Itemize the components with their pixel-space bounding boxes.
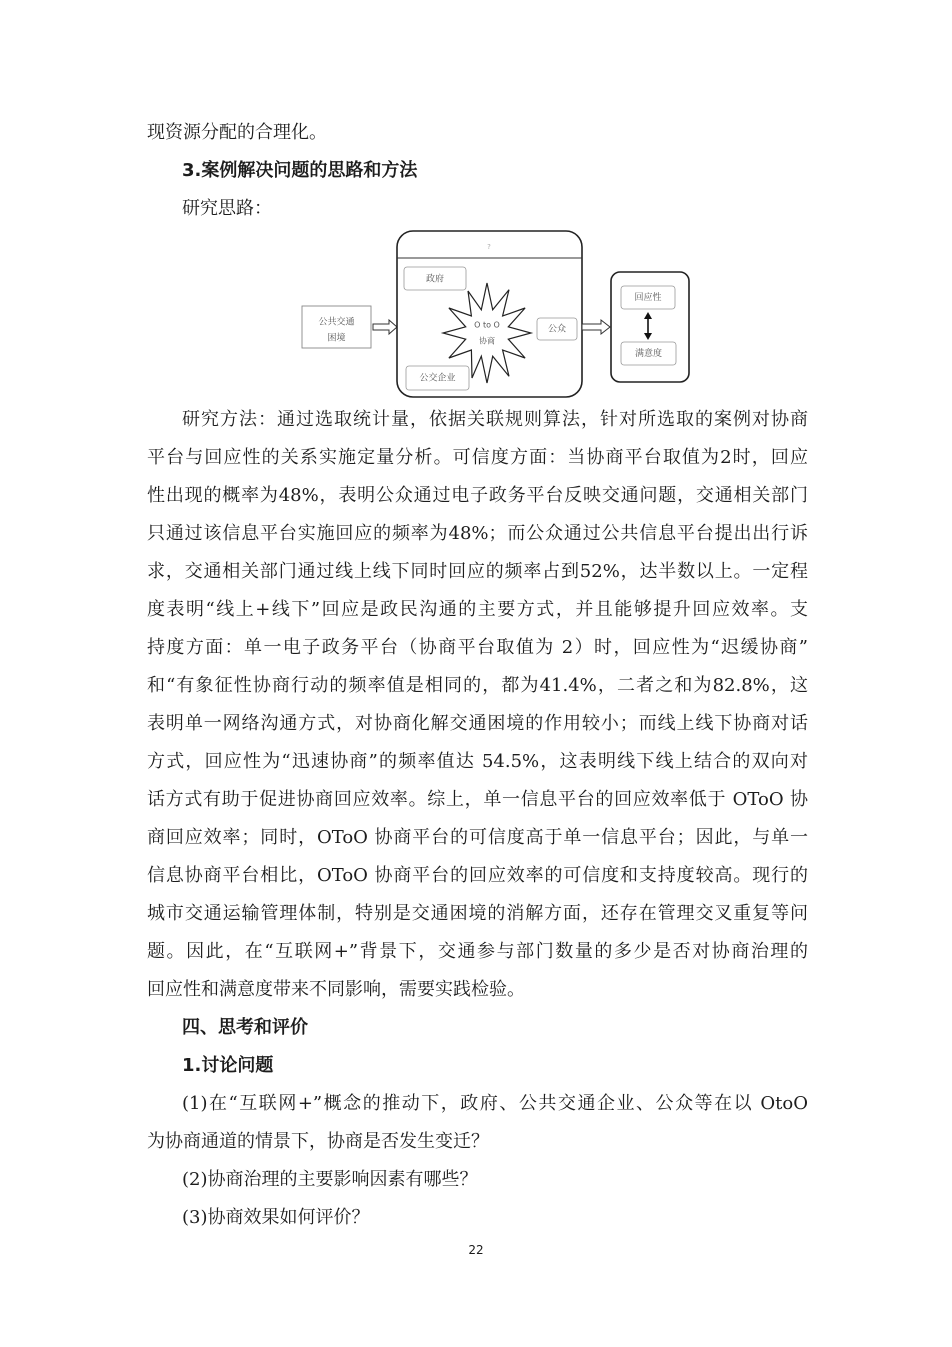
paragraph-line: 平台与回应性的关系实施定量分析。可信度方面：当协商平台取值为2时，回应 xyxy=(147,447,808,468)
top-section xyxy=(147,114,808,228)
paragraph-line: 只通过该信息平台实施回应的频率为48%；而公众通过公共信息平台提出出行诉 xyxy=(147,523,808,544)
research-method-paragraph xyxy=(147,401,808,1009)
hollow-arrow-icon xyxy=(373,320,397,334)
public-label: 公众 xyxy=(547,324,567,335)
paragraph-line: 持度方面：单一电子政务平台（协商平台取值为 2）时，回应性为“迟缓协商” xyxy=(147,637,808,658)
paragraph-line: 性出现的概率为48%，表明公众通过电子政务平台反映交通问题，交通相关部门 xyxy=(147,485,808,506)
paragraph-line: 和“有象征性协商行动的频率值是相同的，都为41.4%，二者之和为82.8%，这 xyxy=(147,675,808,696)
page-number: 22 xyxy=(468,1243,484,1257)
paragraph-line: 题。因此，在“互联网+”背景下，交通参与部门数量的多少是否对协商治理的 xyxy=(147,941,808,962)
star-label: O to O xyxy=(474,320,500,330)
discussion-question: (3)协商效果如何评价？ xyxy=(182,1207,370,1228)
hollow-arrow-icon xyxy=(582,320,610,334)
paragraph-line: 现资源分配的合理化。 xyxy=(147,122,327,143)
subsection-heading: 1.讨论问题 xyxy=(182,1055,274,1076)
paragraph-line: 商回应效率；同时，OToO 协商平台的可信度高于单一信息平台；因此，与单一 xyxy=(147,827,808,848)
responsiveness-label: 回应性 xyxy=(634,293,662,303)
paragraph-line: 城市交通运输管理体制，特别是交通困境的消解方面，还存在管理交叉重复等问 xyxy=(147,903,808,924)
paragraph-line: 表明单一网络沟通方式，对协商化解交通困境的作用较小；而线上线下协商对话 xyxy=(147,713,808,734)
star-label: 协商 xyxy=(479,336,495,346)
section-heading: 3.案例解决问题的思路和方法 xyxy=(182,160,418,181)
paragraph-line: 回应性和满意度带来不同影响，需要实践检验。 xyxy=(147,979,525,1000)
research-idea-diagram xyxy=(296,226,696,402)
container-title: ? xyxy=(487,243,491,251)
bus-company-label: 公交企业 xyxy=(419,373,456,384)
paragraph-line: 话方式有助于促进协商回应效率。综上，单一信息平台的回应效率低于 OToO 协 xyxy=(147,789,808,810)
paragraph-line: 信息协商平台相比，OToO 协商平台的回应效率的可信度和支持度较高。现行的 xyxy=(147,865,808,886)
paragraph-line: 研究方法：通过选取统计量，依据关联规则算法，针对所选取的案例对协商 xyxy=(182,409,808,430)
discussion-question: (2)协商治理的主要影响因素有哪些？ xyxy=(182,1169,478,1190)
problem-box-label: 公共交通 xyxy=(318,317,355,328)
paragraph-line: 求，交通相关部门通过线上线下同时回应的频率占到52%，达半数以上。一定程 xyxy=(147,561,808,582)
section-heading: 四、思考和评价 xyxy=(182,1017,308,1038)
research-idea-label: 研究思路： xyxy=(182,198,272,219)
discussion-question: (1)在“互联网+”概念的推动下，政府、公共交通企业、公众等在以 OtoO xyxy=(182,1093,808,1114)
satisfaction-label: 满意度 xyxy=(634,349,663,359)
paragraph-line: 方式，回应性为“迅速协商”的频率值达 54.5%，这表明线下线上结合的双向对 xyxy=(147,751,808,772)
government-label: 政府 xyxy=(425,274,445,285)
paragraph-line: 度表明“线上+线下”回应是政民沟通的主要方式，并且能够提升回应效率。支 xyxy=(147,599,808,620)
problem-box-label: 困境 xyxy=(327,333,346,344)
reflection-section xyxy=(147,1009,808,1237)
discussion-question: 为协商通道的情景下，协商是否发生变迁？ xyxy=(147,1131,489,1152)
